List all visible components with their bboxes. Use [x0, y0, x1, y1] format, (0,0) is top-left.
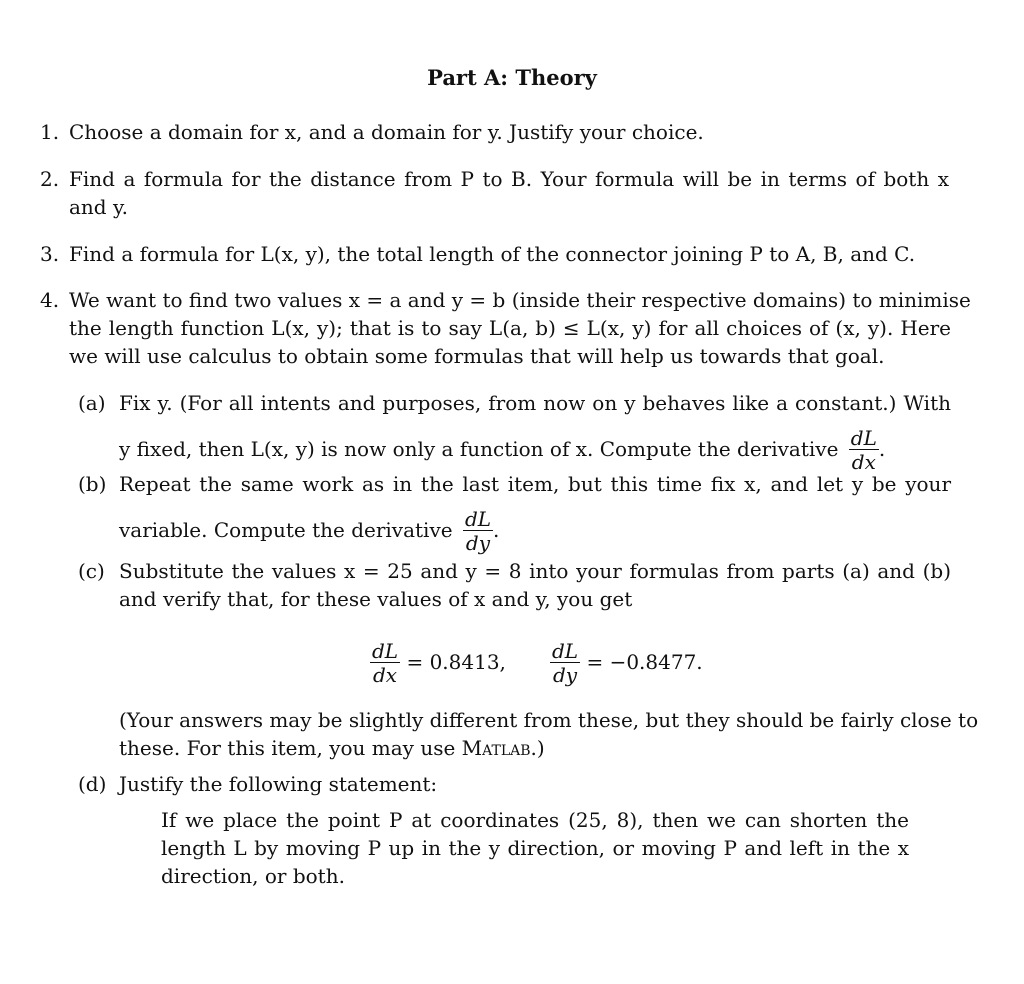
subitem-a-line-2 [119, 427, 885, 474]
item-1-text: Choose a domain for x, and a domain for y. Justify your choice. [69, 120, 704, 144]
subitem-d-label: (d) [78, 772, 107, 796]
subitem-c-note-tail: .) [530, 736, 545, 760]
subitem-c-line-1: Substitute the values x = 25 and y = 8 into your formulas from parts (a) and (b) [119, 559, 951, 583]
derivative-dl-dx [849, 427, 879, 474]
fraction-tail: . [493, 518, 500, 542]
equation-dl-dy [550, 640, 703, 687]
equation-dl-dx-value: = 0.8413, [406, 650, 506, 674]
fraction-denominator: dx [373, 663, 398, 687]
subitem-b-line-1: Repeat the same work as in the last item, but this time fix x, and let y be your [119, 472, 951, 496]
item-number-1: 1. [40, 120, 60, 144]
equation-dl-dx-fraction [370, 640, 400, 687]
matlab-name: Matlab [461, 736, 531, 760]
item-number-4: 4. [40, 288, 60, 312]
fraction-numerator: dL [372, 639, 399, 663]
fraction-denominator: dx [851, 450, 876, 474]
subitem-a-line-2-text: y fixed, then L(x, y) is now only a function of x. Compute the derivative [119, 437, 839, 461]
item-4-text-line-3: we will use calculus to obtain some formulas that will help us towards that goal. [69, 344, 885, 368]
subitem-b-line-2-text: variable. Compute the derivative [119, 518, 453, 542]
derivative-dl-dy [463, 508, 493, 555]
item-4-text-line-2: the length function L(x, y); that is to say L(a, b) ≤ L(x, y) for all choices of (x, y). Here [69, 316, 951, 340]
fraction-numerator: dL [464, 507, 492, 531]
subitem-a-line-1: Fix y. (For all intents and purposes, from now on y behaves like a constant.) With [119, 391, 951, 415]
statement-line-2: length L by moving P up in the y direction, or moving P and left in the x [161, 836, 909, 860]
subitem-c-label: (c) [78, 559, 105, 583]
subitem-c-note-text: these. For this item, you may use [119, 736, 462, 760]
item-3-text: Find a formula for L(x, y), the total length of the connector joining P to A, B, and C. [69, 242, 916, 266]
item-4-text-line-1: We want to find two values x = a and y = b (inside their respective domains) to minimise [69, 288, 971, 312]
subitem-d-line-1: Justify the following statement: [119, 772, 438, 796]
fraction-denominator: dy [552, 663, 578, 687]
equation-dl-dx [370, 640, 506, 687]
item-2-text-line-1: Find a formula for the distance from P to B. Your formula will be in terms of both x [69, 167, 949, 191]
section-title: Part A: Theory [427, 65, 597, 90]
fraction-numerator: dL [552, 639, 579, 663]
subitem-c-line-2: and verify that, for these values of x and y, you get [119, 587, 633, 611]
item-number-3: 3. [40, 242, 60, 266]
fraction-numerator: dL [850, 426, 877, 450]
equation-dl-dy-fraction [550, 640, 580, 687]
item-number-2: 2. [40, 167, 60, 191]
fraction-tail: . [878, 437, 886, 461]
subitem-b-label: (b) [78, 472, 107, 496]
subitem-c-note-line-2 [119, 734, 545, 762]
fraction-denominator: dy [465, 531, 491, 555]
statement-line-3: direction, or both. [161, 864, 345, 888]
subitem-b-line-2 [119, 508, 499, 555]
statement-line-1: If we place the point P at coordinates (25, 8), then we can shorten the [161, 808, 909, 832]
item-2-text-line-2: and y. [69, 195, 128, 219]
subitem-a-label: (a) [78, 391, 106, 415]
equation-dl-dy-value: = −0.8477. [586, 650, 703, 674]
subitem-c-note-line-1: (Your answers may be slightly different from these, but they should be fairly close to [119, 708, 979, 732]
